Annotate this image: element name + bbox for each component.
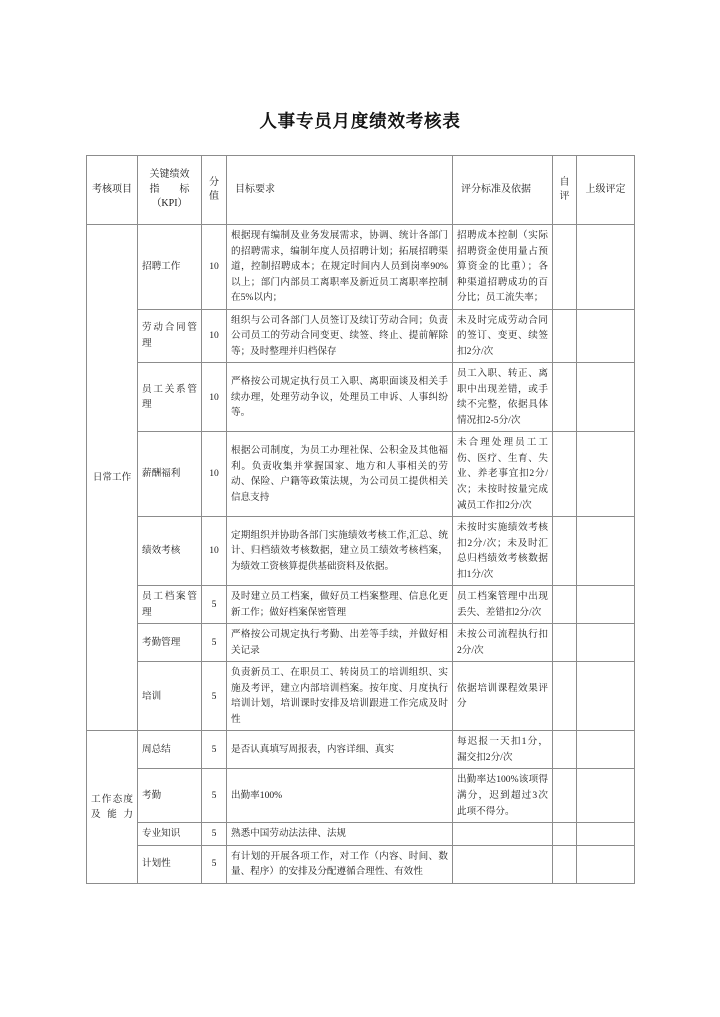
kpi-name-cell [138,432,202,517]
header-target-label: 目标要求 [235,183,275,195]
score-value-cell: 5 [202,624,227,662]
self-assessment-cell[interactable] [553,363,577,432]
kpi-name-cell [138,769,202,823]
score-value-cell: 5 [202,586,227,624]
score-value-cell: 5 [202,662,227,731]
header-score-line1: 分 [209,176,219,188]
self-assessment-cell[interactable] [553,769,577,823]
header-kpi-line2: 指 标 [149,183,190,195]
supervisor-rating-cell[interactable] [577,845,635,883]
supervisor-rating-cell[interactable] [577,769,635,823]
self-assessment-cell[interactable] [553,225,577,310]
target-requirement-cell: 出勤率100% [227,769,453,823]
scoring-criteria-cell: 员工档案管理中出现丢失、差错扣2分/次 [453,586,553,624]
kpi-name: 绩效考核 [142,545,181,557]
table-row [87,309,635,363]
header-supervisor-rating [577,156,635,225]
self-assessment-cell[interactable] [553,731,577,769]
table-row [87,823,635,846]
scoring-criteria-cell: 未及时完成劳动合同的签订、变更、续签扣2分/次 [453,309,553,363]
target-requirement-cell: 是否认真填写周报表，内容详细、真实 [227,731,453,769]
table-row [87,517,635,586]
target-requirement-cell: 严格按公司规定执行员工入职、离职面谈及相关手续办理，处理劳动争议，处理员工申诉、人事纠纷等。 [227,363,453,432]
page-title: 人事专员月度绩效考核表 [259,111,461,131]
kpi-name: 员工关系管理 [142,383,197,411]
supervisor-rating-cell[interactable] [577,624,635,662]
target-requirement-cell: 根据公司制度，为员工办理社保、公积金及其他福利。负责收集并掌握国家、地方和人事相关的劳动、保险、户籍等政策法规，为公司员工提供相关信息支持 [227,432,453,517]
header-supervisor-label: 上级评定 [585,183,626,195]
table-body [87,225,635,884]
target-requirement-cell: 根据现有编制及业务发展需求，协调、统计各部门的招聘需求，编制年度人员招聘计划；拓展招聘渠道，控制招聘成本；在规定时间内人员到岗率90%以上；部门内部员工离职率及新近员工离职率控制在5%以内； [227,225,453,310]
kpi-name-cell [138,731,202,769]
header-target [227,156,453,225]
scoring-criteria-cell: 招聘成本控制（实际招聘资金使用量占预算资金的比重）；各种渠道招聘成功的百分比；员工流失率； [453,225,553,310]
header-self-line1: 自 [559,176,570,188]
kpi-name-cell [138,823,202,846]
header-kpi [138,156,202,225]
group-label: 工作态度及能力 [91,793,133,821]
self-assessment-cell[interactable] [553,845,577,883]
self-assessment-cell[interactable] [553,586,577,624]
kpi-name: 周总结 [142,744,171,756]
scoring-criteria-cell: 未按时实施绩效考核扣2分/次；未及时汇总归档绩效考核数据扣1分/次 [453,517,553,586]
table-row [87,662,635,731]
header-kpi-line1: 关键绩效 [149,169,190,181]
target-requirement-cell: 及时建立员工档案，做好员工档案整理、信息化更新工作；做好档案保密管理 [227,586,453,624]
header-self-line2: 评 [559,191,570,202]
scoring-criteria-cell: 出勤率达100%该项得满分，迟到超过3次此项不得分。 [453,769,553,823]
supervisor-rating-cell[interactable] [577,586,635,624]
header-score [202,156,227,225]
kpi-name-cell [138,225,202,310]
score-value-cell: 5 [202,769,227,823]
supervisor-rating-cell[interactable] [577,432,635,517]
group-label: 日常工作 [92,471,132,483]
table-row [87,225,635,310]
header-kpi-line3: （KPI） [151,198,188,210]
score-value-cell: 10 [202,309,227,363]
header-criteria-label: 评分标准及依据 [461,183,531,195]
self-assessment-cell[interactable] [553,823,577,846]
target-requirement-cell: 定期组织并协助各部门实施绩效考核工作,汇总、统计、归档绩效考核数据，建立员工绩效考核档案，为绩效工资核算提供基础资料及依据。 [227,517,453,586]
kpi-name: 考勤 [142,790,162,801]
kpi-table-container [86,155,634,884]
table-row [87,731,635,769]
kpi-name: 薪酬福利 [142,468,181,480]
score-value-cell: 10 [202,363,227,432]
scoring-criteria-cell [453,845,553,883]
header-self-assessment [553,156,577,225]
kpi-name-cell [138,517,202,586]
kpi-name-cell [138,363,202,432]
supervisor-rating-cell[interactable] [577,309,635,363]
self-assessment-cell[interactable] [553,624,577,662]
table-row [87,845,635,883]
supervisor-rating-cell[interactable] [577,823,635,846]
supervisor-rating-cell[interactable] [577,225,635,310]
kpi-name-cell [138,309,202,363]
table-row [87,586,635,624]
scoring-criteria-cell: 员工入职、转正、离职中出现差错，或手续不完整，依据具体情况扣2-5分/次 [453,363,553,432]
kpi-name: 计划性 [142,858,171,870]
table-row [87,624,635,662]
target-requirement-cell: 熟悉中国劳动法法律、法规 [227,823,453,846]
group-label-cell [87,225,138,731]
kpi-name: 考勤管理 [142,636,181,648]
kpi-name-cell [138,624,202,662]
kpi-name-cell [138,586,202,624]
self-assessment-cell[interactable] [553,517,577,586]
supervisor-rating-cell[interactable] [577,731,635,769]
scoring-criteria-cell: 未按公司流程执行扣2分/次 [453,624,553,662]
supervisor-rating-cell[interactable] [577,517,635,586]
scoring-criteria-cell: 每迟报一天扣1分，漏交扣2分/次 [453,731,553,769]
group-label-cell [87,731,138,883]
kpi-name: 劳动合同管理 [142,322,197,349]
kpi-name: 招聘工作 [142,261,181,273]
table-row [87,432,635,517]
kpi-name: 培训 [142,690,162,702]
target-requirement-cell: 有计划的开展各项工作，对工作（内容、时间、数量、程序）的安排及分配遵循合理性、有效性 [227,845,453,883]
self-assessment-cell[interactable] [553,432,577,517]
kpi-name: 员工档案管理 [142,591,197,618]
table-row [87,363,635,432]
header-criteria [453,156,553,225]
table-row [87,769,635,823]
score-value-cell: 10 [202,225,227,310]
supervisor-rating-cell[interactable] [577,363,635,432]
target-requirement-cell: 严格按公司规定执行考勤、出差等手续，并做好相关记录 [227,624,453,662]
kpi-name-cell [138,845,202,883]
score-value-cell: 10 [202,517,227,586]
header-item [87,156,138,225]
target-requirement-cell: 负责新员工、在职员工、转岗员工的培训组织、实施及考评，建立内部培训档案。按年度、月度执行培训计划，培训课时安排及培训跟进工作完成及时性 [227,662,453,731]
scoring-criteria-cell: 未合理处理员工工伤、医疗、生育、失业、养老事宜扣2分/次；未按时按量完成减员工作扣2分/次 [453,432,553,517]
table-header [87,156,635,225]
score-value-cell: 5 [202,823,227,846]
self-assessment-cell[interactable] [553,662,577,731]
header-item-label: 考核项目 [92,183,132,195]
header-row [87,156,635,225]
supervisor-rating-cell[interactable] [577,662,635,731]
target-requirement-cell: 组织与公司各部门人员签订及续订劳动合同；负责公司员工的劳动合同变更、续签、终止、提前解除等；及时整理并归档保存 [227,309,453,363]
scoring-criteria-cell [453,823,553,846]
performance-appraisal-table [86,155,635,884]
score-value-cell: 5 [202,731,227,769]
self-assessment-cell[interactable] [553,309,577,363]
header-score-line2: 值 [209,191,219,202]
kpi-name-cell [138,662,202,731]
kpi-name: 专业知识 [142,828,181,840]
score-value-cell: 5 [202,845,227,883]
scoring-criteria-cell: 依据培训课程效果评分 [453,662,553,731]
score-value-cell: 10 [202,432,227,517]
